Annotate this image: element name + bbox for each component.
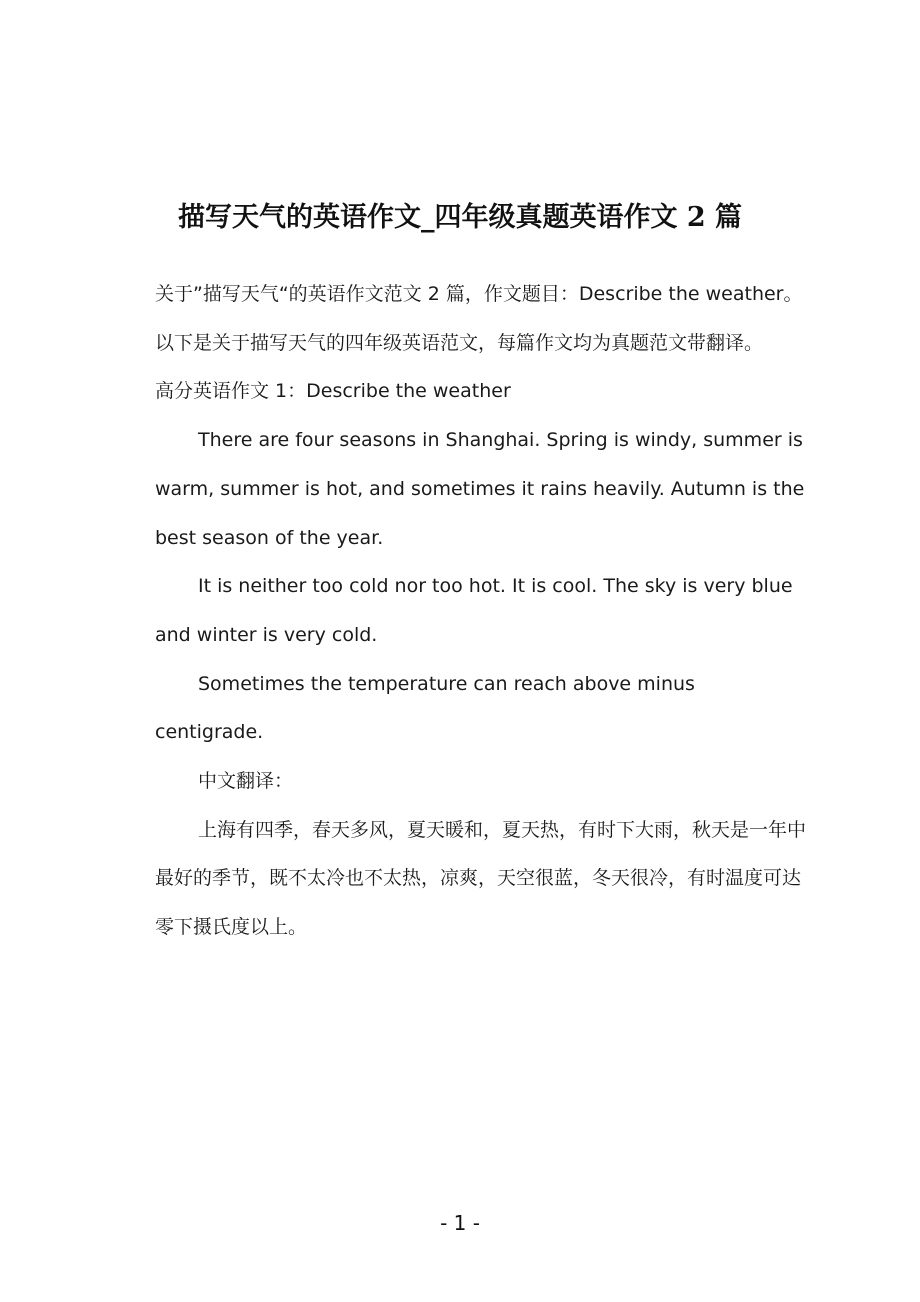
document-body [155,270,807,952]
document-title: 描写天气的英语作文_四年级真题英语作文 2 篇 [177,202,743,233]
translation-label: 中文翻译： [198,770,294,793]
page-number: - 1 - [440,1211,480,1235]
essay-paragraph-2: It is neither too cold nor too hot. It is cool. The sky is very blue and winter is very cold. [155,575,793,646]
essay-heading: 高分英语作文 1：Describe the weather [155,380,511,403]
intro-paragraph: 关于”描写天气“的英语作文范文 2 篇，作文题目：Describe the weather。以下是关于描写天气的四年级英语范文，每篇作文均为真题范文带翻译。 [155,283,803,354]
essay-paragraph-3: Sometimes the temperature can reach above minus centigrade. [155,672,695,744]
translation-paragraph: 上海有四季，春天多风，夏天暖和，夏天热，有时下大雨，秋天是一年中最好的季节，既不太冷也不太热，凉爽，天空很蓝，冬天很冷，有时温度可达零下摄氏度以上。 [155,818,807,939]
essay-paragraph-1: There are four seasons in Shanghai. Spring is windy, summer is warm, summer is hot, and sometimes it rains heavily. Autumn is the best season of the year. [155,429,805,549]
